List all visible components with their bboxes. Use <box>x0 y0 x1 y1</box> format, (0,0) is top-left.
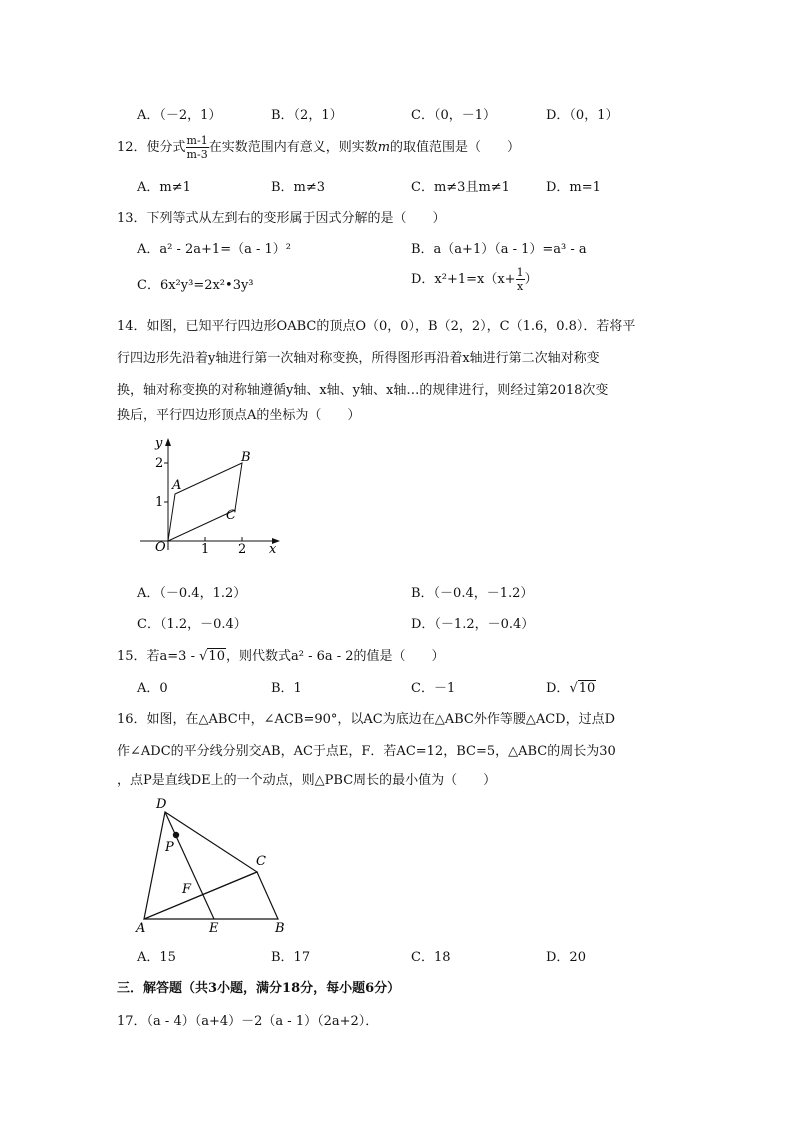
q16-label-c: C <box>256 854 266 869</box>
q14-line-2: 行四边形先沿着y轴进行第一次轴对称变换，所得图形再沿着x轴进行第二次轴对称变 <box>117 351 600 366</box>
q13-option-d-prefix: D．x²+1=x（x+ <box>411 272 516 287</box>
q16-option-c: C．18 <box>411 950 451 965</box>
q15-option-d-sqrt-sign: √ <box>569 681 578 696</box>
q14-line-1: 14．如图，已知平行四边形OABC的顶点O（0，0），B（2，2），C（1.6，0.8）．若将平 <box>117 319 636 334</box>
q16-option-a: A．15 <box>137 950 176 965</box>
q12-stem <box>117 134 520 161</box>
q16-triangle-acd <box>144 812 257 919</box>
q11-option-c: C．（0，－1） <box>411 108 496 123</box>
q15-option-d <box>546 677 596 696</box>
q15-radicand: 10 <box>208 649 225 664</box>
q11-option-b: B．（2，1） <box>271 108 343 123</box>
q12-option-b: B．m≠3 <box>271 180 326 195</box>
q14-y-arrow <box>165 438 171 446</box>
q12-option-d: D．m=1 <box>546 180 601 195</box>
q15-option-d-prefix: D． <box>546 681 570 696</box>
q12-frac-den: m-3 <box>186 148 208 161</box>
q14-label-x: x <box>269 542 277 557</box>
q12-prefix: 12．使分式 <box>117 140 186 155</box>
q15-option-b: B．1 <box>271 681 302 696</box>
q14-label-c: C <box>226 508 236 523</box>
q15-option-a: A．0 <box>137 681 168 696</box>
q14-tick-label-x2: 2 <box>238 542 247 557</box>
q11-option-d: D．（0，1） <box>546 108 619 123</box>
q13-option-d <box>411 266 538 293</box>
q16-point-p <box>173 832 179 838</box>
q15-option-d-radicand: 10 <box>578 681 596 696</box>
q13-option-c: C．6x²y³=2x²•3y³ <box>137 278 254 293</box>
q16-line-1: 16．如图，在△ABC中，∠ACB=90°，以AC为底边在△ABC外作等腰△ACD，过点D <box>117 712 616 727</box>
q14-option-c: C．（1.2，－0.4） <box>137 617 247 632</box>
q12-suffix: 在实数范围内有意义，则实数 <box>208 140 378 155</box>
q14-line-3: 换，轴对称变换的对称轴遵循y轴、x轴、y轴、x轴…的规律进行，则经过第2018次变 <box>117 383 609 398</box>
q12-fraction <box>186 134 209 161</box>
q16-label-e: E <box>209 921 219 936</box>
q16-label-p: P <box>165 840 174 855</box>
q13-option-d-fraction <box>516 266 525 293</box>
q14-tick-label-x1: 1 <box>201 542 210 557</box>
q12-frac-num: m-1 <box>186 134 208 147</box>
q16-option-b: B．17 <box>271 950 311 965</box>
q14-option-b: B．（－0.4，－1.2） <box>411 586 534 601</box>
q14-parallelogram <box>168 463 242 541</box>
q13-option-a: A．a² - 2a+1=（a - 1）² <box>137 242 291 257</box>
q14-line-4: 换后，平行四边形顶点A的坐标为（ ） <box>117 408 361 423</box>
q15-prefix: 15．若a=3 - <box>117 649 200 664</box>
q15-suffix: ，则代数式a² - 6a - 2的值是（ ） <box>225 649 445 664</box>
q17-stem: 17．（a - 4）（a+4）－2（a - 1）（2a+2）． <box>117 1014 379 1029</box>
q15-option-c: C．－1 <box>411 681 456 696</box>
q11-option-a: A．（－2，1） <box>137 108 222 123</box>
section-3-title: 三．解答题（共3小题，满分18分，每小题6分） <box>117 981 401 996</box>
q13-option-d-suffix: ） <box>524 272 538 287</box>
q14-tick-label-y2: 2 <box>155 456 164 471</box>
q14-tick-label-y1: 1 <box>155 495 164 510</box>
q16-label-f: F <box>182 882 192 897</box>
q13-option-d-num: 1 <box>516 266 524 279</box>
q13-option-b: B．a（a+1）（a - 1）=a³ - a <box>411 242 587 257</box>
q16-label-b: B <box>275 921 285 936</box>
q16-option-d: D．20 <box>546 950 586 965</box>
q14-option-a: A．（－0.4，1.2） <box>137 586 247 601</box>
q16-label-d: D <box>156 797 167 812</box>
q13-option-d-den: x <box>516 280 524 293</box>
q12-option-c: C．m≠3且m≠1 <box>411 180 510 195</box>
q16-line-2: 作∠ADC的平分线分别交AB，AC于点E，F．若AC=12，BC=5，△ABC的周长为30 <box>117 744 616 759</box>
q14-option-d: D．（－1.2，－0.4） <box>411 617 535 632</box>
q16-line-3: ，点P是直线DE上的一个动点，则△PBC周长的最小值为（ ） <box>117 773 497 788</box>
q14-label-b: B <box>241 450 251 465</box>
q16-label-a: A <box>136 921 146 936</box>
q15-stem <box>117 645 445 664</box>
q14-label-y: y <box>155 436 163 451</box>
q14-figure <box>135 435 285 560</box>
q12-option-a: A．m≠1 <box>137 180 191 195</box>
q12-var: m <box>377 140 391 155</box>
q15-sqrt-sign: √ <box>199 649 208 664</box>
q12-suffix2: 的取值范围是（ ） <box>390 140 521 155</box>
q13-stem: 13．下列等式从左到右的变形属于因式分解的是（ ） <box>117 211 446 226</box>
q14-label-origin: O <box>155 540 166 555</box>
q16-figure <box>130 795 300 940</box>
q14-label-a: A <box>172 478 182 493</box>
